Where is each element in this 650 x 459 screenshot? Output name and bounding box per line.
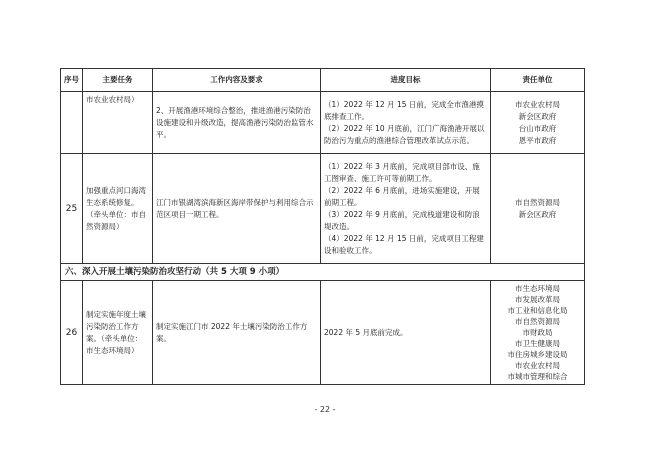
table-row [61, 92, 585, 154]
unit-item: 恩平市政府 [518, 135, 557, 145]
unit-item: 市城市管理和综合 [507, 372, 568, 381]
row-units [491, 281, 585, 385]
row-no: 26 [61, 281, 83, 385]
row-task: 加强重点河口海湾生态系统修复。（牵头单位：市自然资源局） [83, 154, 153, 264]
unit-item: 市自然资源局 [515, 317, 560, 326]
task-table-container [60, 68, 584, 385]
row-units [491, 154, 585, 264]
row-progress [321, 154, 491, 264]
row-task: 市农业农村局） [83, 92, 153, 154]
progress-item: （1）2022 年 12 月 15 日前，完成全市渔港摸底排查工作。 [324, 99, 484, 121]
progress-item: （2）2022 年 6 月底前，进场实施建设，开展前期工程。 [324, 185, 480, 207]
unit-item: 新会区政府 [518, 111, 557, 121]
unit-item: 市自然资源局 [515, 197, 560, 207]
row-content: 江门市银湖湾滨海新区海岸带保护与利用综合示范区项目一期工程。 [153, 154, 321, 264]
unit-item: 市发展改革局 [515, 295, 560, 304]
page-number: - 22 - [314, 405, 336, 414]
unit-item: 新会区政府 [518, 209, 557, 219]
unit-item: 市工业和信息化局 [507, 306, 568, 315]
progress-item: （3）2022 年 9 月底前，完成栈道建设和防浪堤改造。 [324, 209, 480, 231]
header-task: 主要任务 [83, 69, 153, 92]
unit-item: 市卫生健康局 [515, 339, 560, 348]
task-table [60, 68, 585, 385]
row-no: 25 [61, 154, 83, 264]
unit-item: 市农业农村局 [515, 361, 560, 370]
row-content: 制定实施江门市 2022 年土壤污染防治工作方案。 [153, 281, 321, 385]
progress-item: （4）2022 年 12 月 15 日前，完成项目工程建设和验收工作。 [324, 233, 484, 255]
row-task: 制定实施年度土壤污染防治工作方案。（牵头单位：市生态环境局） [83, 281, 153, 385]
header-content: 工作内容及要求 [153, 69, 321, 92]
progress-item: （2）2022 年 10 月底前，江门广海渔港开展以防治污为重点的渔港综合管理改革试点示范。 [324, 123, 485, 145]
header-no: 序号 [61, 69, 83, 92]
unit-item: 市农业农村局 [515, 99, 560, 109]
row-units [491, 92, 585, 154]
row-progress [321, 92, 491, 154]
table-row [61, 281, 585, 385]
row-content: 2、开展渔港环境综合整治，推进渔港污染防治设施建设和升级改造，提高渔港污染防治监管水平。 [153, 92, 321, 154]
unit-item: 市财政局 [522, 328, 553, 337]
row-progress: 2022 年 5 月底前完成。 [321, 281, 491, 385]
section-title: 六、深入开展土壤污染防治攻坚行动（共 5 大项 9 小项） [61, 264, 585, 281]
table-header-row [61, 69, 585, 92]
section-row [61, 264, 585, 281]
unit-item: 台山市政府 [518, 123, 557, 133]
header-units: 责任单位 [491, 69, 585, 92]
table-row [61, 154, 585, 264]
header-progress: 进度目标 [321, 69, 491, 92]
unit-item: 市生态环境局 [515, 284, 560, 293]
progress-item: （1）2022 年 3 月底前，完成项目部市设、施工图审查、施工许可等前期工作。 [324, 161, 480, 183]
unit-item: 市住房城乡建设局 [507, 350, 568, 359]
row-no [61, 92, 83, 154]
